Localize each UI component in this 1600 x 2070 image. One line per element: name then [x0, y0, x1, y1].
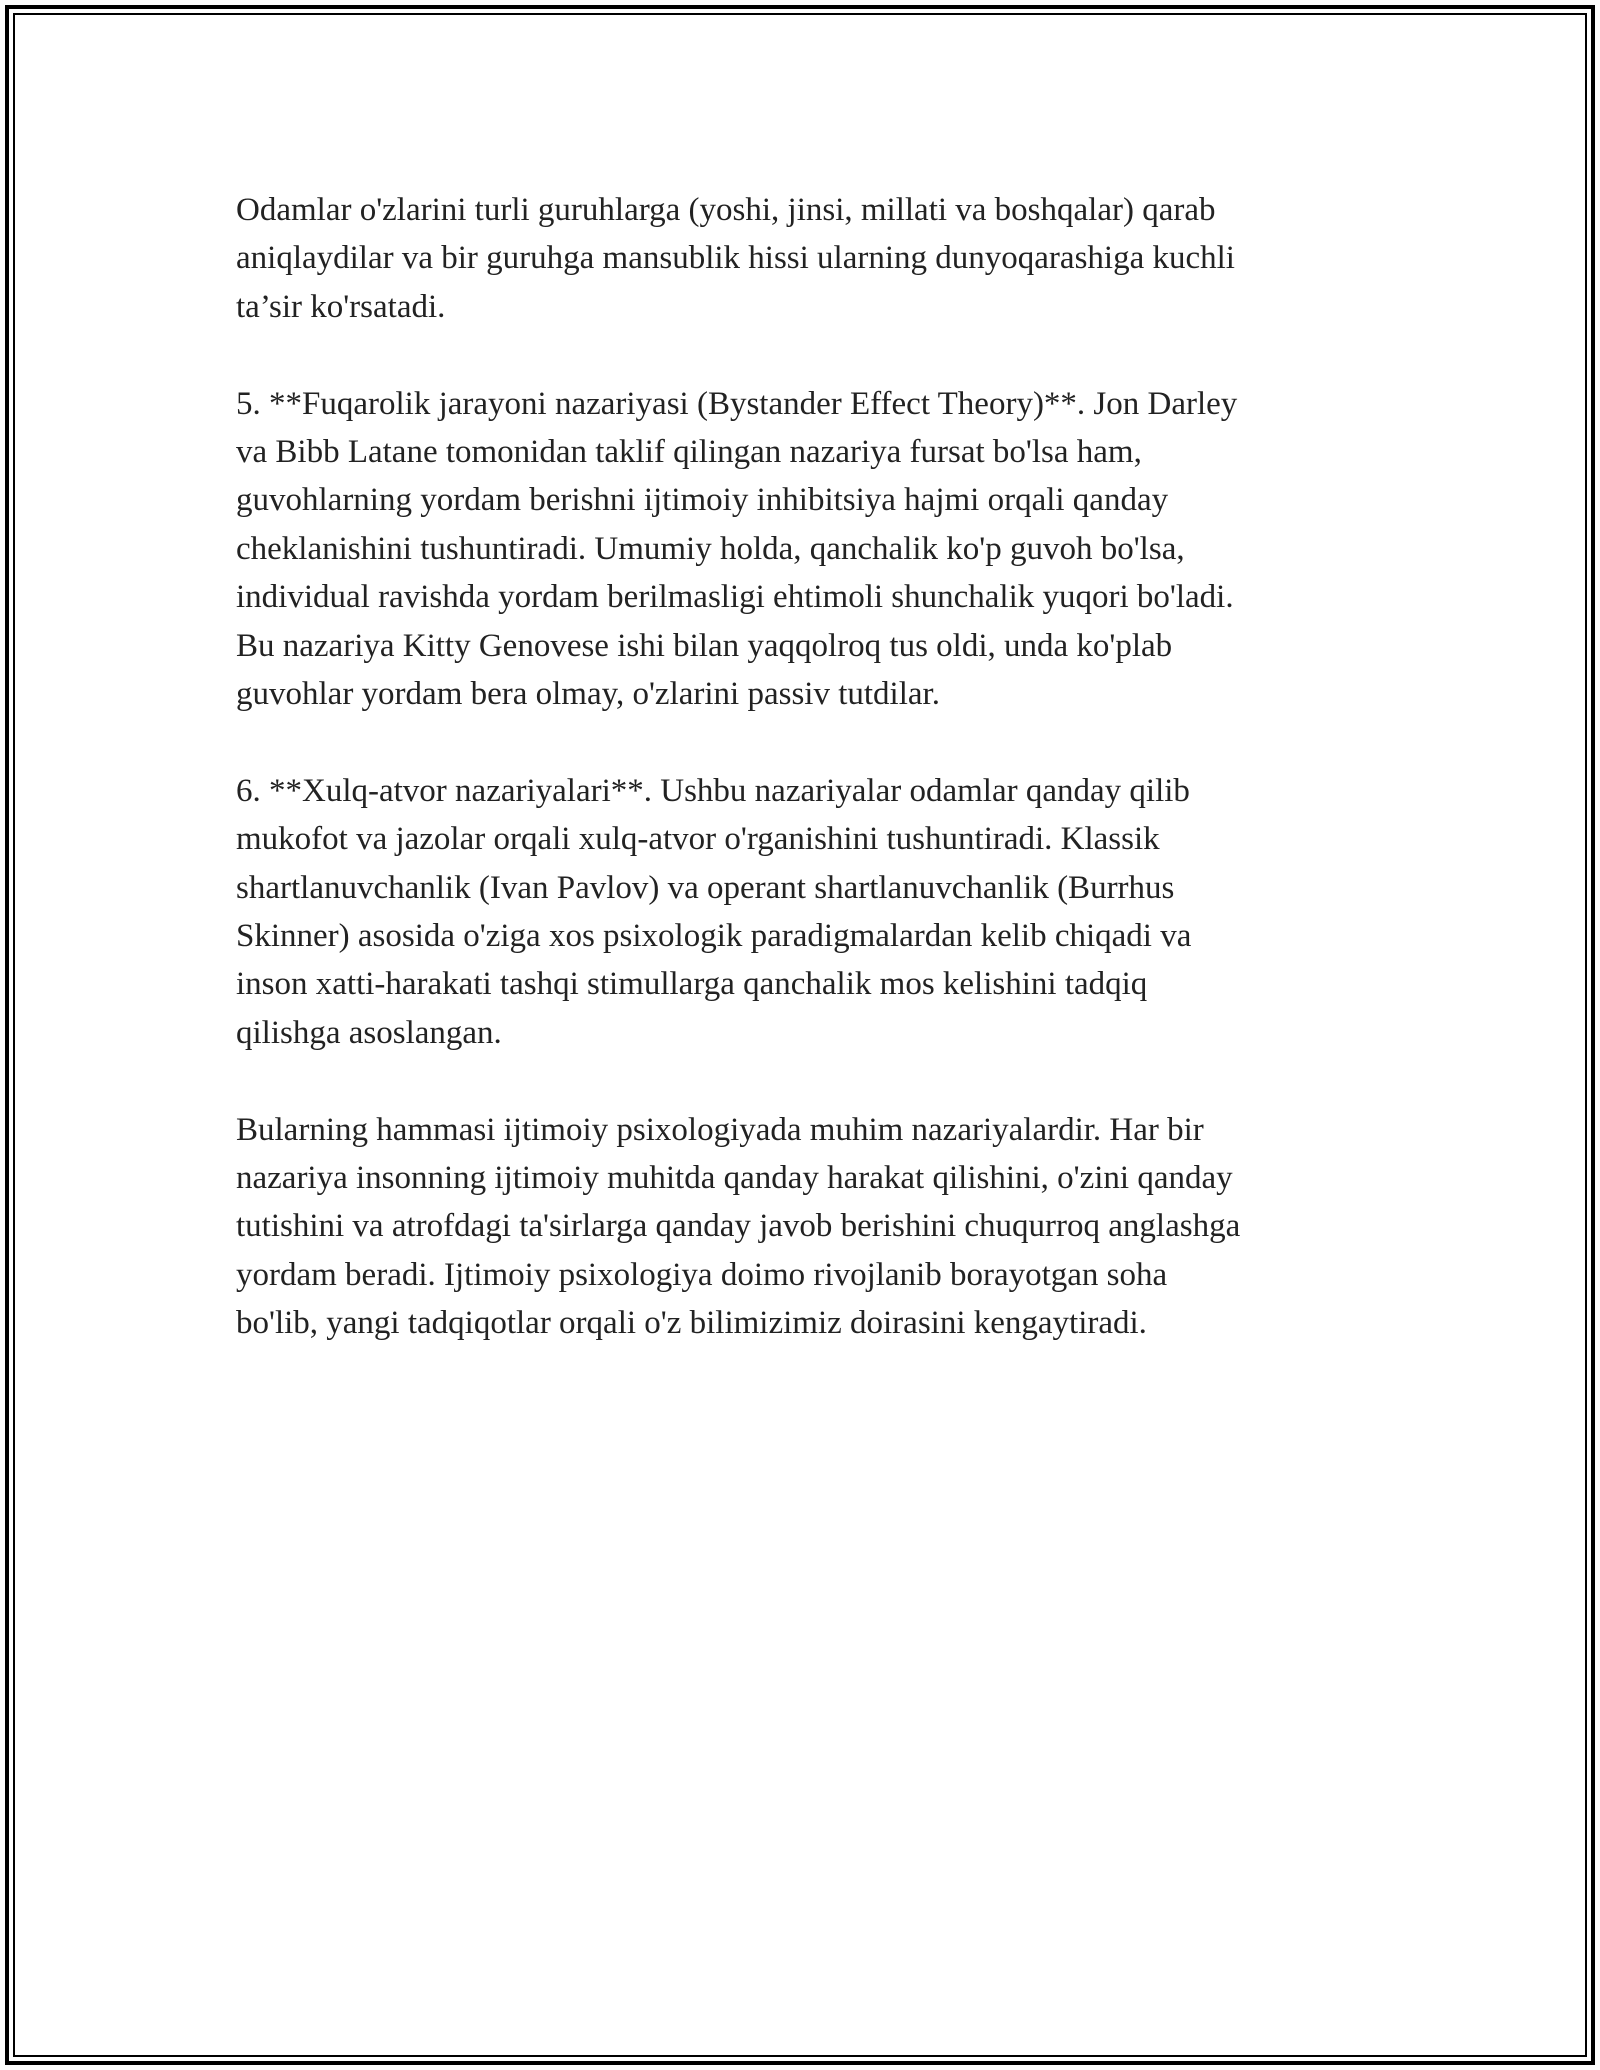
text-line: Bularning hammasi ijtimoiy psixologiyada muhim nazariyalardir. Har bir: [236, 1111, 1204, 1148]
text-line: inson xatti-harakati tashqi stimullarga qanchalik mos kelishini tadqiq: [236, 966, 1148, 1003]
text-line: 5. **Fuqarolik jarayoni nazariyasi (Bystander Effect Theory)**. Jon Darley: [236, 385, 1238, 422]
text-line: shartlanuvchanlik (Ivan Pavlov) va operant shartlanuvchanlik (Burrhus: [236, 869, 1175, 906]
text-line: tutishini va atrofdagi ta'sirlarga qanday javob berishini chuqurroq anglashga: [236, 1208, 1241, 1245]
text-line: Bu nazariya Kitty Genovese ishi bilan yaqqolroq tus oldi, unda ko'plab: [236, 627, 1173, 664]
paragraph-conclusion: [236, 1106, 1356, 1348]
paragraph-bystander-effect: [236, 380, 1356, 719]
paragraph-behavioral-theories: [236, 767, 1356, 1057]
text-line: guvohlarning yordam berishni ijtimoiy inhibitsiya hajmi orqali qanday: [236, 482, 1169, 519]
text-line: 6. **Xulq-atvor nazariyalari**. Ushbu nazariyalar odamlar qanday qilib: [236, 772, 1190, 809]
text-line: yordam beradi. Ijtimoiy psixologiya doimo rivojlanib borayotgan soha: [236, 1256, 1168, 1293]
text-line: Odamlar o'zlarini turli guruhlarga (yoshi, jinsi, millati va boshqalar) qarab: [236, 192, 1216, 228]
paragraph-social-identity: [236, 186, 1356, 331]
text-line: individual ravishda yordam berilmasligi ehtimoli shunchalik yuqori bo'ladi.: [236, 579, 1234, 616]
text-line: cheklanishini tushuntiradi. Umumiy holda, qanchalik ko'p guvoh bo'lsa,: [236, 530, 1185, 567]
text-line: qilishga asoslangan.: [236, 1014, 502, 1051]
text-line: mukofot va jazolar orqali xulq-atvor o'rganishini tushuntiradi. Klassik: [236, 821, 1160, 858]
text-line: Skinner) asosida o'ziga xos psixologik paradigmalardan kelib chiqadi va: [236, 918, 1192, 955]
text-line: aniqlaydilar va bir guruhga mansublik hissi ularning dunyoqarashiga kuchli: [236, 240, 1235, 277]
text-line: guvohlar yordam bera olmay, o'zlarini passiv tutdilar.: [236, 676, 940, 713]
text-line: va Bibb Latane tomonidan taklif qilingan nazariya fursat bo'lsa ham,: [236, 434, 1142, 471]
document-body: [236, 186, 1356, 1396]
text-line: nazariya insonning ijtimoiy muhitda qanday harakat qilishini, o'zini qanday: [236, 1160, 1233, 1197]
text-line: ta’sir ko'rsatadi.: [236, 288, 446, 325]
text-line: bo'lib, yangi tadqiqotlar orqali o'z bilimizimiz doirasini kengaytiradi.: [236, 1305, 1147, 1342]
